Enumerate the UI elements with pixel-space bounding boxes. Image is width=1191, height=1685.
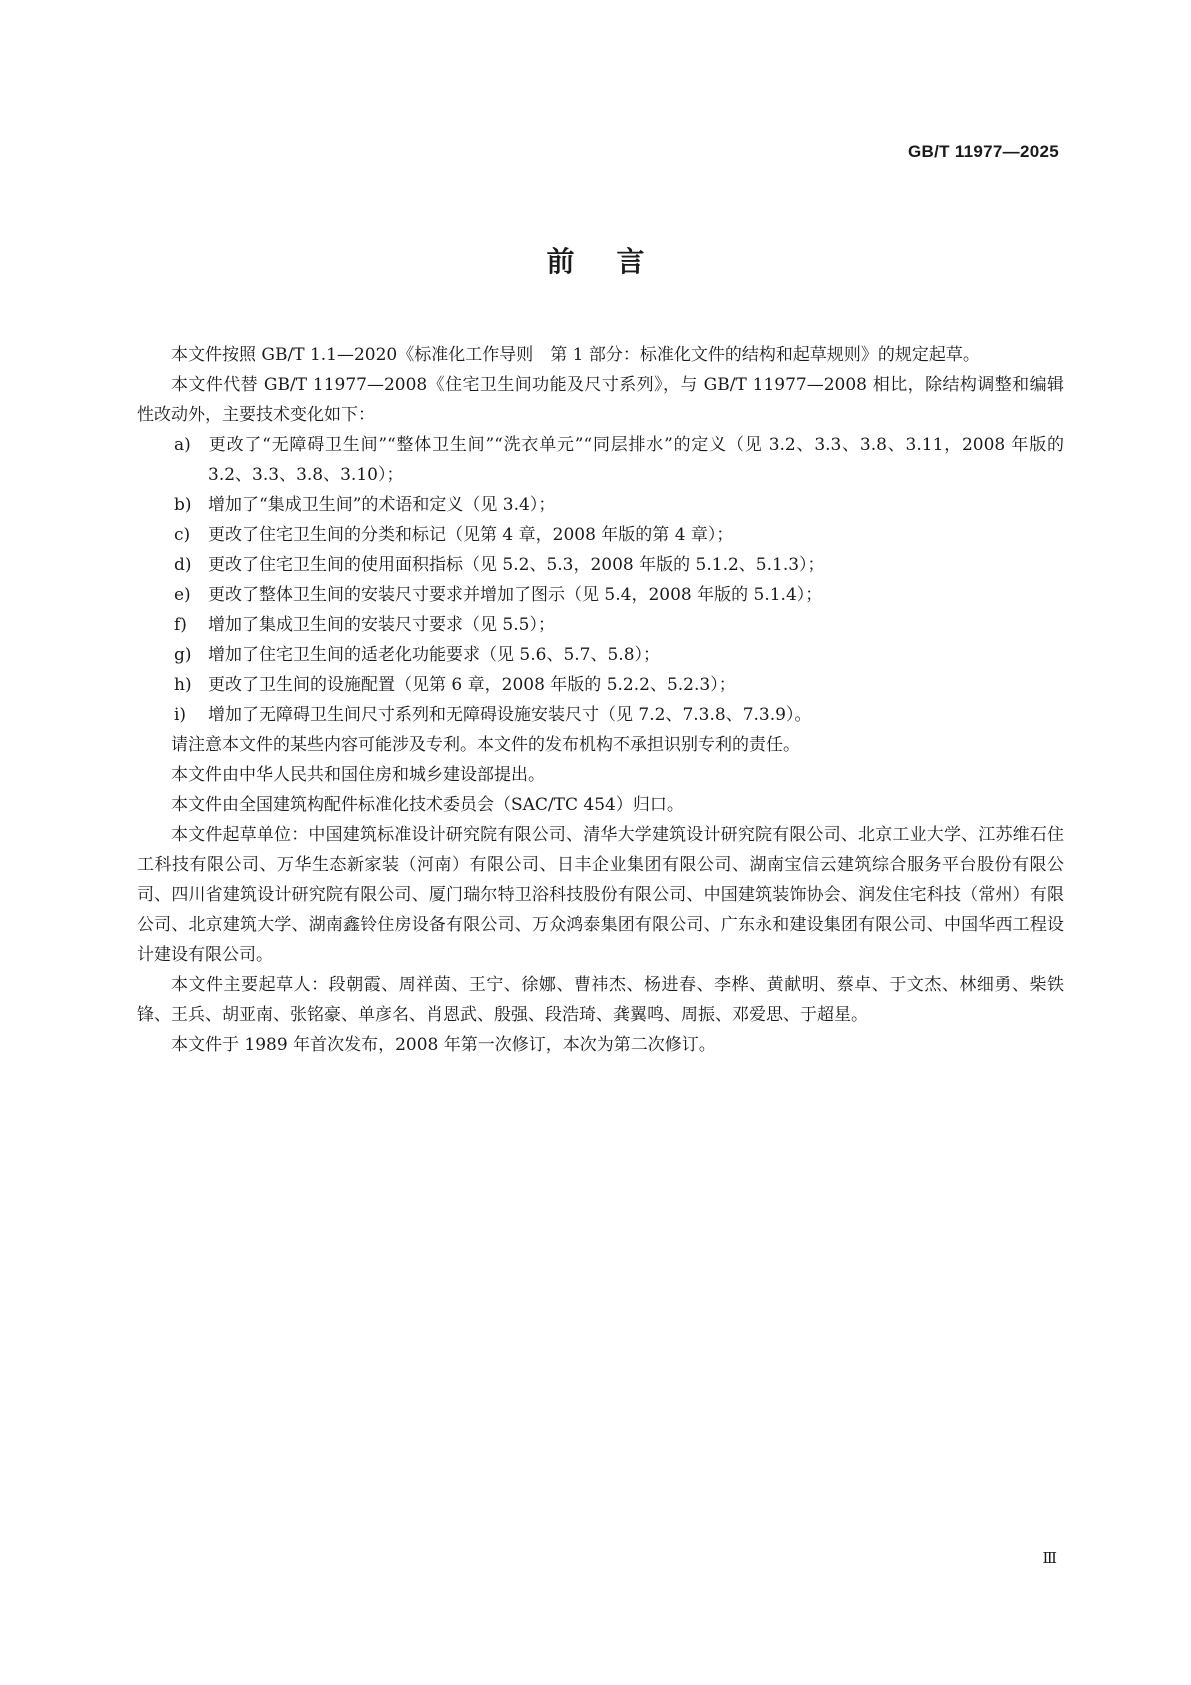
- list-item: [137, 610, 1064, 640]
- list-item-text: 更改了“无障碍卫生间”“整体卫生间”“洗衣单元”“同层排水”的定义（见 3.2、3.3、3.8、3.11，2008 年版的 3.2、3.3、3.8、3.10）；: [208, 435, 1064, 485]
- paragraph-drafting-basis: 本文件按照 GB/T 1.1—2020《标准化工作导则 第 1 部分：标准化文件的结构和起草规则》的规定起草。: [171, 345, 980, 365]
- page-title: 前言: [546, 245, 687, 278]
- list-item: [137, 640, 1064, 670]
- page-number: Ⅲ: [1042, 1549, 1057, 1567]
- list-item: [137, 490, 1064, 520]
- list-item-text: 更改了住宅卫生间的使用面积指标（见 5.2、5.3，2008 年版的 5.1.2、5.1.3）；: [208, 555, 825, 575]
- list-item-label: i): [174, 705, 187, 725]
- list-item-label: f): [174, 615, 187, 635]
- list-item-text: 更改了整体卫生间的安装尺寸要求并增加了图示（见 5.4，2008 年版的 5.1.4）；: [208, 585, 823, 605]
- list-item-label: d): [174, 555, 192, 575]
- paragraph-technical-committee: 本文件由全国建筑构配件标准化技术委员会（SAC/TC 454）归口。: [171, 795, 684, 815]
- list-item-text: 更改了住宅卫生间的分类和标记（见第 4 章，2008 年版的第 4 章）；: [208, 525, 734, 545]
- paragraph-drafting-units: 本文件起草单位：中国建筑标准设计研究院有限公司、清华大学建筑设计研究院有限公司、北京工业大学、江苏维石住工科技有限公司、万华生态新家装（河南）有限公司、日丰企业集团有限公司、湖南宝信云建筑综合服务平台股份有限公司、四川省建筑设计研究院有限公司、厦门瑞尔特卫浴科技股份有限公司、中国建筑装饰协会、润发住宅科技（常州）有限公司、北京建筑大学、湖南鑫铃住房设备有限公司、万众鸿泰集团有限公司、广东永和建设集团有限公司、中国华西工程设计建设有限公司。: [137, 825, 1064, 965]
- paragraph-proposer: 本文件由中华人民共和国住房和城乡建设部提出。: [171, 765, 545, 785]
- list-item-text: 增加了“集成卫生间”的术语和定义（见 3.4）；: [208, 495, 556, 515]
- paragraph-patent-notice: 请注意本文件的某些内容可能涉及专利。本文件的发布机构不承担识别专利的责任。: [171, 735, 800, 755]
- list-item: [137, 580, 1064, 610]
- paragraph-history: 本文件于 1989 年首次发布，2008 年第一次修订，本次为第二次修订。: [171, 1035, 716, 1055]
- paragraph-replacement: 本文件代替 GB/T 11977—2008《住宅卫生间功能及尺寸系列》，与 GB/T 11977—2008 相比，除结构调整和编辑性改动外，主要技术变化如下：: [137, 375, 1064, 425]
- list-item-label: e): [174, 585, 191, 605]
- list-item-label: g): [174, 645, 192, 665]
- list-item: [137, 550, 1064, 580]
- list-item: [137, 430, 1064, 490]
- paragraph-drafters: 本文件主要起草人：段朝霞、周祥茵、王宁、徐娜、曹祎杰、杨进春、李桦、黄献明、蔡卓、于文杰、林细勇、柴铁锋、王兵、胡亚南、张铭豪、单彦名、肖恩武、殷强、段浩琦、龚翼鸣、周振、邓爱思、于超星。: [137, 975, 1064, 1025]
- foreword-body: [137, 340, 1064, 1060]
- list-item-text: 增加了无障碍卫生间尺寸系列和无障碍设施安装尺寸（见 7.2、7.3.8、7.3.9）。: [208, 705, 812, 725]
- list-item-label: b): [174, 495, 192, 515]
- list-item: [137, 700, 1064, 730]
- list-item-label: h): [174, 675, 192, 695]
- changes-list: [137, 430, 1064, 730]
- list-item-label: a): [174, 435, 191, 455]
- list-item-text: 增加了住宅卫生间的适老化功能要求（见 5.6、5.7、5.8）；: [208, 645, 661, 665]
- standard-number: GB/T 11977—2025: [908, 142, 1059, 161]
- list-item: [137, 670, 1064, 700]
- list-item: [137, 520, 1064, 550]
- list-item-text: 更改了卫生间的设施配置（见第 6 章，2008 年版的 5.2.2、5.2.3）；: [208, 675, 736, 695]
- list-item-label: c): [174, 525, 191, 545]
- list-item-text: 增加了集成卫生间的安装尺寸要求（见 5.5）；: [208, 615, 555, 635]
